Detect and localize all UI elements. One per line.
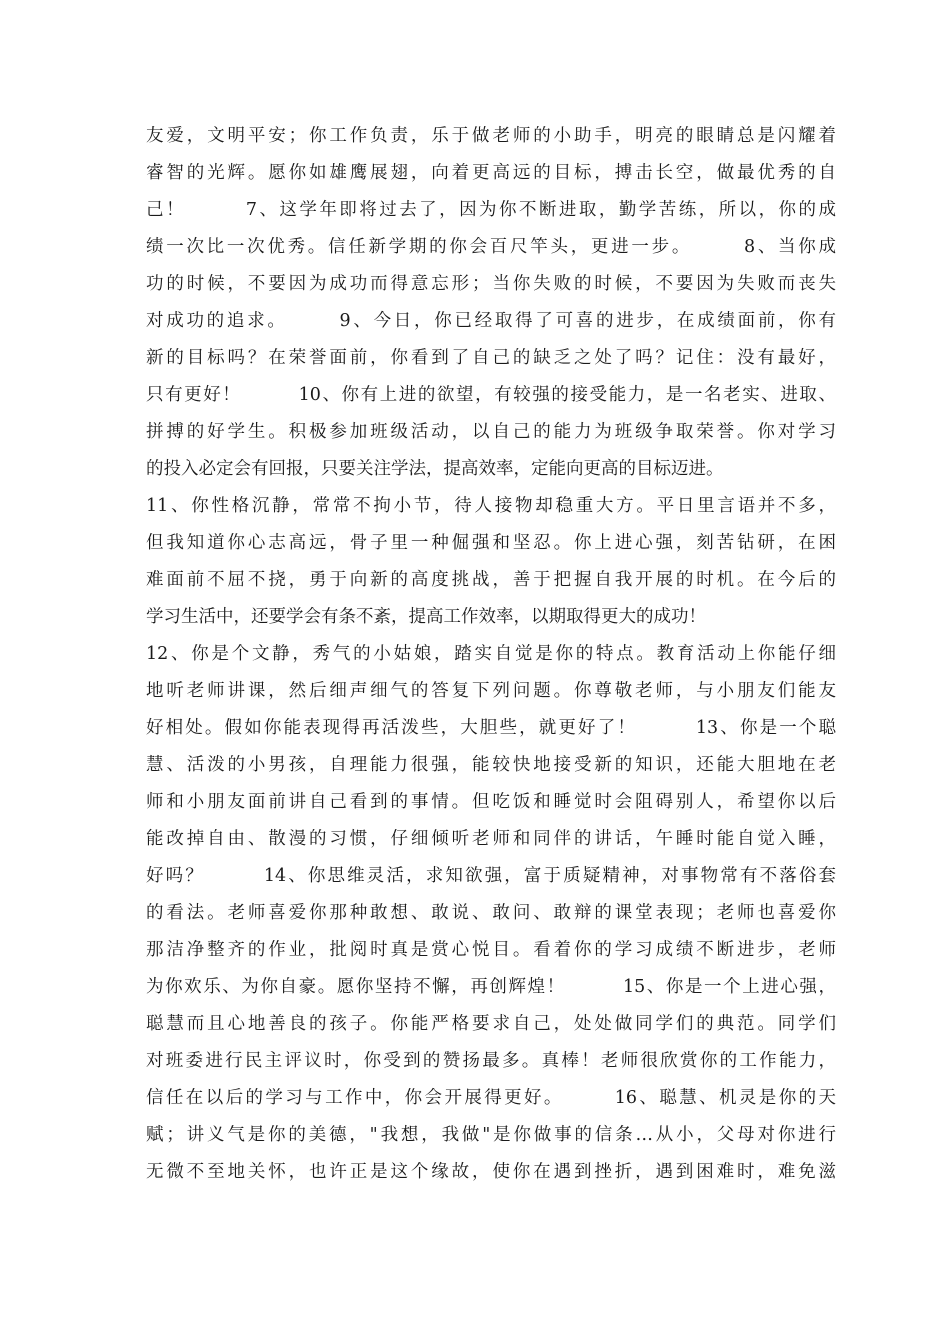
text-line: 地听老师讲课，然后细声细气的答复下列问题。你尊敬老师，与小朋友们能友 (146, 681, 836, 701)
text-line: 好吗？ 14、你思维灵活，求知欲强，富于质疑精神，对事物常有不落俗套 (146, 866, 836, 886)
text-line: 绩一次比一次优秀。信任新学期的你会百尺竿头，更进一步。 8、当你成 (146, 237, 836, 257)
text-line: 那洁净整齐的作业，批阅时真是赏心悦目。看着你的学习成绩不断进步，老师 (146, 940, 836, 960)
text-line: 学习生活中，还要学会有条不紊，提高工作效率，以期取得更大的成功！ (146, 607, 706, 627)
text-line: 的看法。老师喜爱你那种敢想、敢说、敢问、敢辩的课堂表现；老师也喜爱你 (146, 903, 836, 923)
text-line: 师和小朋友面前讲自己看到的事情。但吃饭和睡觉时会阻碍别人，希望你以后 (146, 792, 836, 812)
text-line: 信任在以后的学习与工作中，你会开展得更好。 16、聪慧、机灵是你的天 (146, 1088, 836, 1108)
text-line: 赋；讲义气是你的美德，"我想，我做"是你做事的信条…从小，父母对你进行 (146, 1125, 836, 1145)
text-line: 睿智的光辉。愿你如雄鹰展翅，向着更高远的目标，搏击长空，做最优秀的自 (146, 163, 836, 183)
text-line: 无微不至地关怀，也许正是这个缘故，使你在遇到挫折，遇到困难时，难免滋 (146, 1162, 836, 1182)
text-line: 己！ 7、这学年即将过去了，因为你不断进取，勤学苦练，所以，你的成 (146, 200, 836, 220)
text-line: 拼搏的好学生。积极参加班级活动，以自己的能力为班级争取荣誉。你对学习 (146, 422, 836, 442)
text-line: 友爱，文明平安；你工作负责，乐于做老师的小助手，明亮的眼睛总是闪耀着 (146, 126, 836, 146)
text-line: 新的目标吗？在荣誉面前，你看到了自己的缺乏之处了吗？记住：没有最好， (146, 348, 836, 368)
text-line: 能改掉自由、散漫的习惯，仔细倾听老师和同伴的讲话，午睡时能自觉入睡， (146, 829, 836, 849)
body-text (146, 118, 836, 1191)
text-line: 功的时候，不要因为成功而得意忘形；当你失败的时候，不要因为失败而丧失 (146, 274, 836, 294)
text-line: 好相处。假如你能表现得再活泼些，大胆些，就更好了！ 13、你是一个聪 (146, 718, 836, 738)
text-line: 12、你是个文静，秀气的小姑娘，踏实自觉是你的特点。教育活动上你能仔细 (146, 644, 836, 664)
text-line: 11、你性格沉静，常常不拘小节，待人接物却稳重大方。平日里言语并不多， (146, 496, 836, 516)
text-line: 但我知道你心志高远，骨子里一种倔强和坚忍。你上进心强，刻苦钻研，在困 (146, 533, 836, 553)
text-line: 为你欢乐、为你自豪。愿你坚持不懈，再创辉煌！ 15、你是一个上进心强， (146, 977, 836, 997)
text-line: 只有更好！ 10、你有上进的欲望，有较强的接受能力，是一名老实、进取、 (146, 385, 836, 405)
text-line: 聪慧而且心地善良的孩子。你能严格要求自己，处处做同学们的典范。同学们 (146, 1014, 836, 1034)
text-line: 的投入必定会有回报，只要关注学法，提高效率，定能向更高的目标迈进。 (146, 459, 724, 479)
text-line: 慧、活泼的小男孩，自理能力很强，能较快地接受新的知识，还能大胆地在老 (146, 755, 836, 775)
text-line: 对班委进行民主评议时，你受到的赞扬最多。真棒！老师很欣赏你的工作能力， (146, 1051, 836, 1071)
text-line: 对成功的追求。 9、今日，你已经取得了可喜的进步，在成绩面前，你有 (146, 311, 836, 331)
text-line: 难面前不屈不挠，勇于向新的高度挑战，善于把握自我开展的时机。在今后的 (146, 570, 836, 590)
